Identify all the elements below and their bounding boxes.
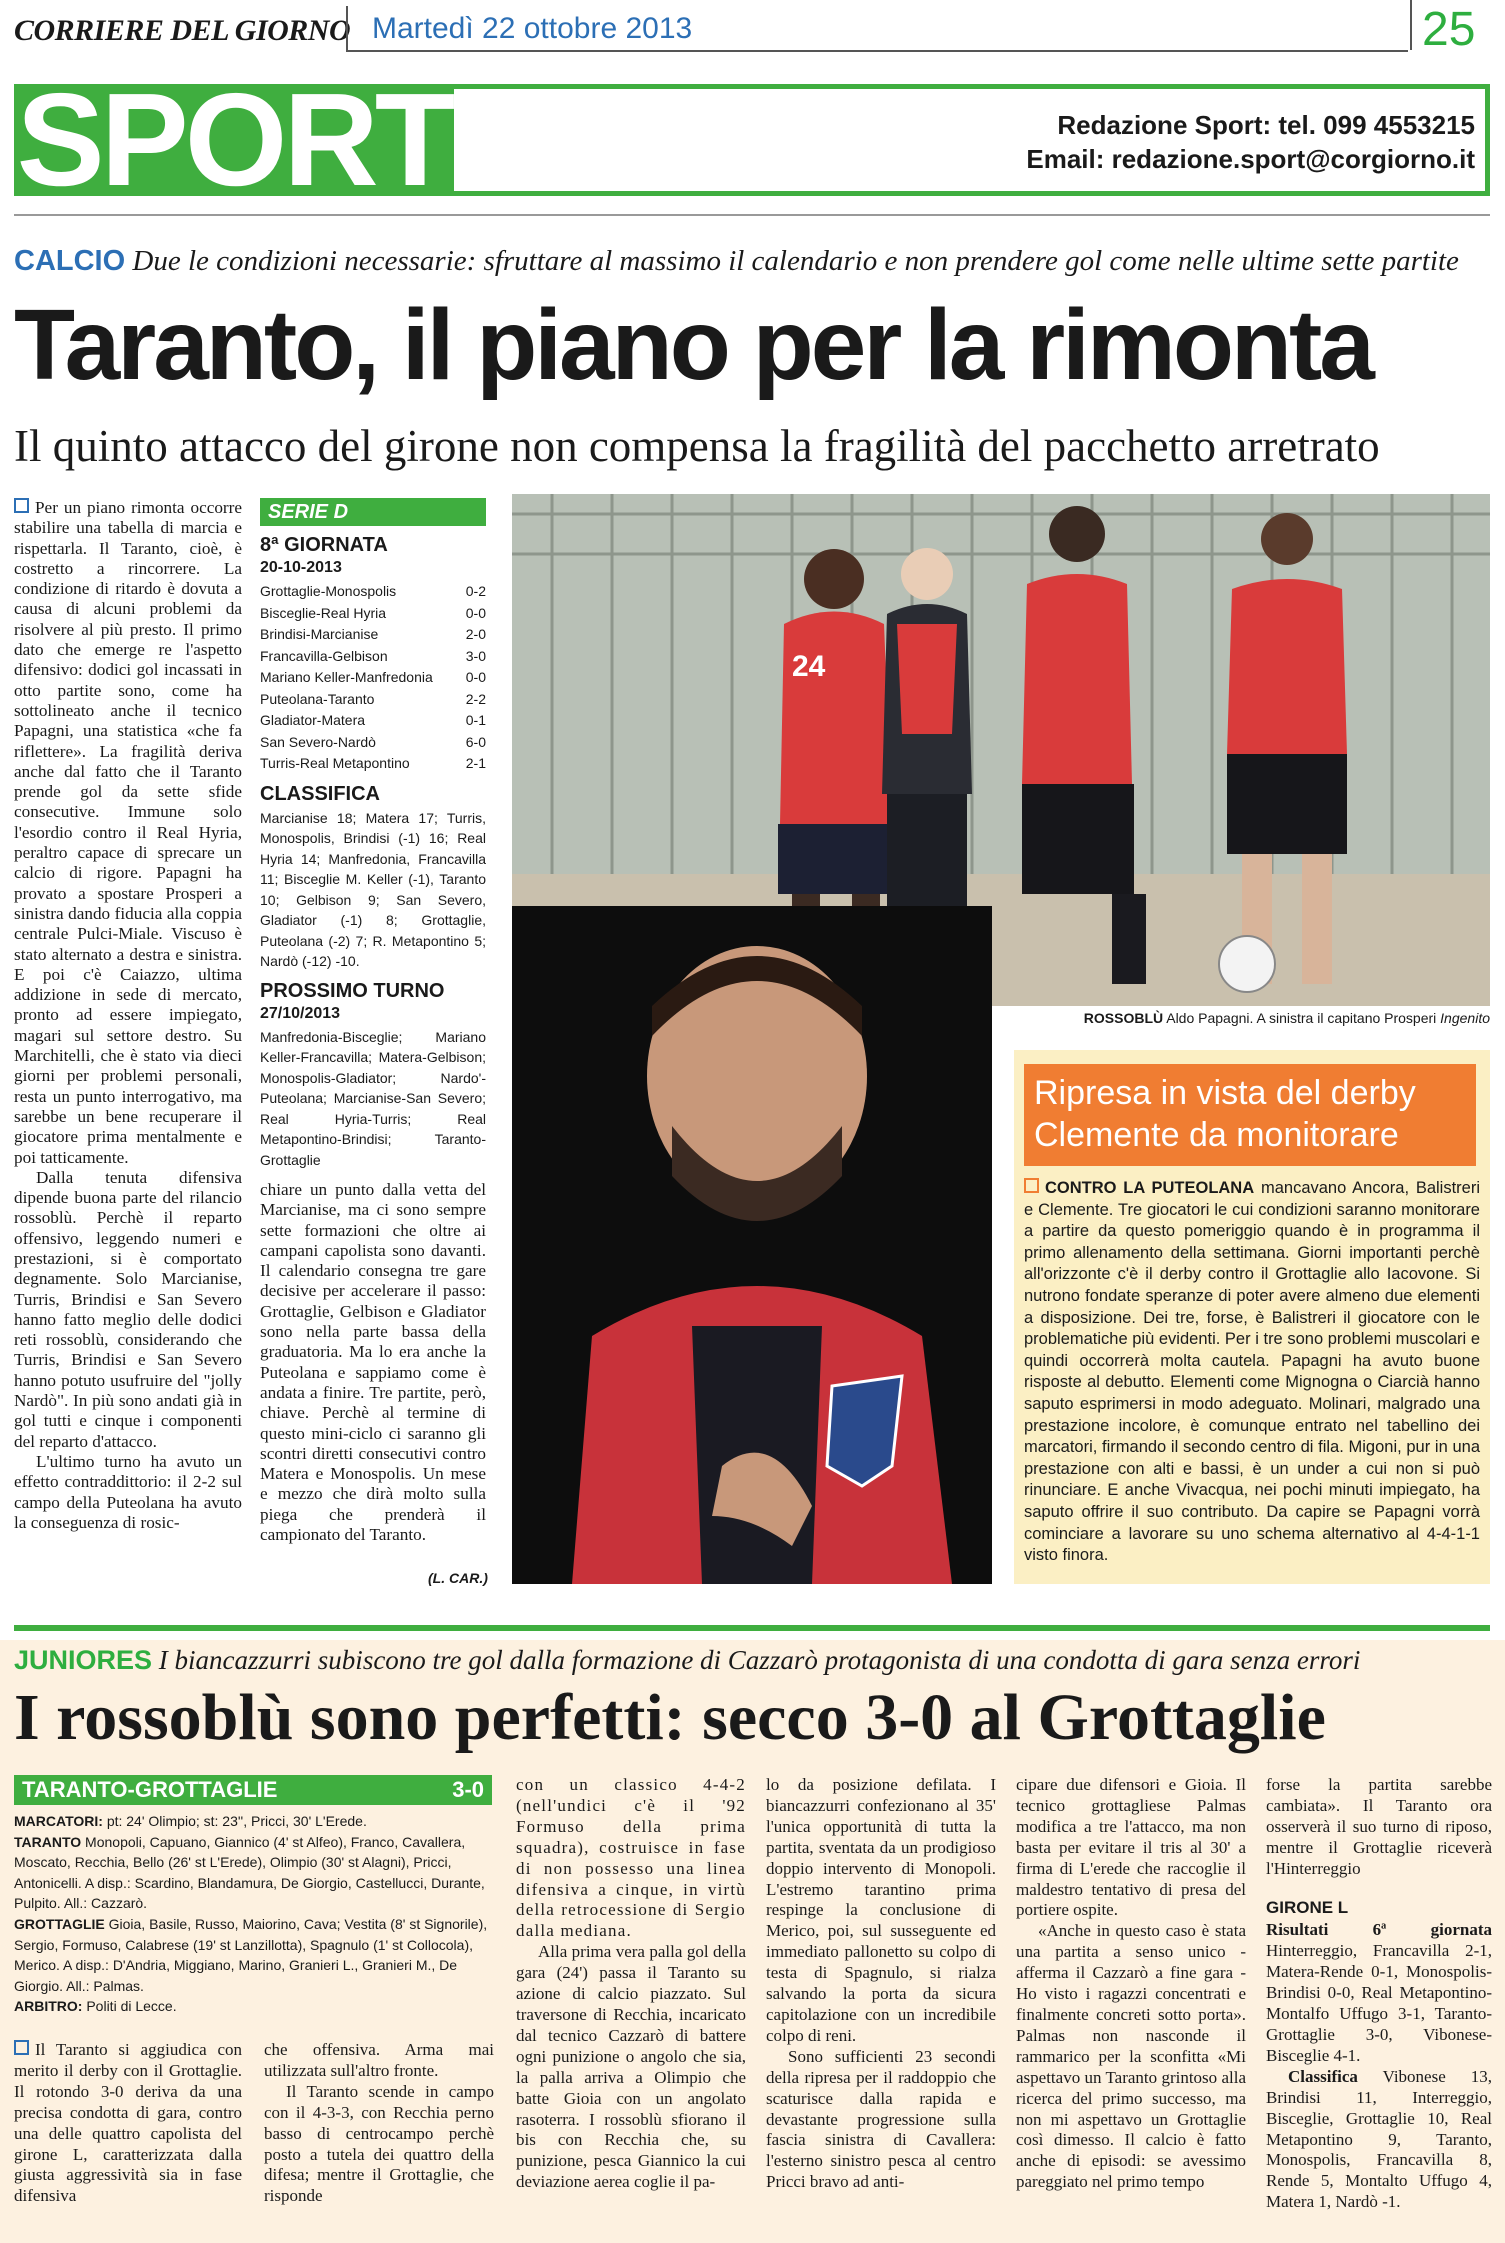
juniores-column-6 [1266,1775,1492,2241]
newspaper-masthead: CORRIERE DEL GIORNO [14,14,351,47]
result-row [260,732,486,754]
article-column-1 [14,498,242,1593]
juniores-kicker-label: JUNIORES [14,1645,153,1675]
juniores-paragraph: Sono sufficienti 23 secondi della ripresa per il raddoppio che scaturisce dalla rapida e devastante progressione sulla fascia sinistra di Cavallera: l'esterno sinistro pesca al centro Pricci bravo ad anti- [766,2046,996,2192]
result-row [260,689,486,711]
photo-caption [1010,1010,1490,1026]
taranto-lineup: Monopoli, Capuano, Giannico (4' st Alfeo), Franco, Cavallera, Moscato, Recchia, Bello (26' st L'Erede), Olimpio (30' st Alagni), Pricci, Antonicelli. A disp.: Scardino, Blandamura, De Giorgio, Castellucci, Durante, Pulpito. All.: Cazzarò. [14,1833,485,1912]
round-title: 8ª GIORNATA [260,534,388,556]
juniores-paragraph: cipare due difensori e Gioia. Il tecnico grottagliese Palmas modifica a tre l'attacco, ma non basta per evitare il tris al 30' a firma di L'erede che raccoglie il maldestro tentativo di presa del portiere ospite. [1016,1775,1246,1920]
juniores-kicker [14,1645,1360,1676]
result-row [260,710,486,732]
result-row [260,667,486,689]
kicker-label: CALCIO [14,245,126,277]
taranto-label: TARANTO [14,1833,82,1850]
standings-label: SERIE D [260,498,486,526]
bullet-icon [14,2040,29,2055]
result-score: 2-1 [465,755,486,771]
photo-credit: Ingenito [1440,1010,1490,1026]
results-table [260,581,486,775]
caption-label: ROSSOBLÙ [1083,1010,1164,1026]
juniores-column-1 [14,2040,242,2240]
kicker-text: Due le condizioni necessarie: sfruttare al massimo il calendario e non prendere gol come nelle ultime sette partite [132,245,1459,277]
result-score: 0-1 [465,712,486,728]
juniores-paragraph: Il Taranto si aggiudica con merito il derby con il Grottaglie. Il rotondo 3-0 deriva da una precisa condotta di gara, contro una delle quattro capolista del girone L, caratterizzata dalla giusta aggressività sia in fase difensiva [14,2040,242,2206]
marcatori: pt: 24' Olimpio; st: 23'', Pricci, 30' L'Erede. [106,1813,367,1829]
risultati-text: Hinterreggio, Francavilla 2-1, Matera-Rende 0-1, Monospolis-Brindisi 0-0, Real Metapontino-Montalfo Uffugo 3-1, Taranto-Grottaglie 3-0, Vibonese-Bisceglie 4-1. [1266,1941,1492,2065]
result-score: 0-0 [465,604,486,621]
page-number-divider [1410,0,1412,50]
result-match: Francavilla-Gelbison [260,647,388,664]
article-headline: Taranto, il piano per la rimonta [14,289,1372,401]
result-match: Brindisi-Marcianise [260,626,379,642]
sidebar-lead: CONTRO LA PUTEOLANA [1045,1179,1255,1197]
next-round-title: PROSSIMO TURNO [260,979,445,1002]
result-score: 0-2 [465,583,486,599]
juniores-column-4 [766,1775,996,2241]
result-score: 2-0 [465,626,486,642]
page-number: 25 [1422,3,1476,56]
header-divider [14,214,1490,216]
result-match: Puteolana-Taranto [260,690,375,707]
match-tabellino [14,1775,492,2017]
bullet-icon [1024,1178,1039,1193]
result-row [260,624,486,646]
arbitro: Politi di Lecce. [86,1998,177,2015]
section-title: SPORT [14,84,454,196]
result-score: 2-2 [465,690,486,707]
classifica-label: Classifica [1288,2066,1358,2086]
article-paragraph: Dalla tenuta difensiva dipende buona parte del rilancio rossoblù. Perchè il reparto offensivo, leggendo numeri e prestazioni, si è comportato degnamente. Solo Marcianise, Turris, Brindisi e San Severo hanno fatto meglio delle dodici reti rossoblù, considerando che Turris, Brindisi e San Severo hanno potuto usufruire del "jolly Nardò". In più sono andati già in gol tutti e cinque i componenti del reparto d'attacco. [14,1167,242,1451]
girone-title: GIRONE L [1266,1897,1349,1917]
match-teams: TARANTO-GROTTAGLIE [22,1777,278,1802]
juniores-paragraph: Alla prima vera palla gol della gara (24') passa il Taranto su azione di calcio piazzato. Sul traversone di Recchia, incaricato dal tecnico Cazzarò di battere ogni punizione o angolo che sia, la palla arriva a Olimpio che batte Gioia con un angolato rasoterra. I rossoblù sfiorano il bis con Recchia che, su punizione, pesca Giannico la cui deviazione aerea coglie il pa- [516,1942,746,2192]
bullet-icon [14,498,29,513]
result-match: Gladiator-Matera [260,712,366,728]
sidebar-body: mancavano Ancora, Balistreri e Clemente. Tre giocatori le cui condizioni saranno monitorare a partire da questo pomeriggio quando è in programma il primo allenamento della settimana. Giorni importanti perchè all'orizzonte c'è il derby contro il Grottaglie allo Iacovone. Si nutrono fondate speranze di poter avere almeno due elementi a disposizione. Dei tre, forse, è Balistreri il giocatore con le problematiche più evidenti. Per i tre sono problemi muscolari e quindi occorrerà molta cautela. Papagni ha avuto buone risposte al debutto. Elementi come Mignogna o Ciarcià hanno saputo esprimersi in modo adeguato. Molinari, malgrado una prestazione incolore, è comunque entrato nel tabellino dei marcatori, firmando il secondo centro di fila. Migoni, pur in una prestazione con alti e bassi, è un under a cui non si può rinunciare. E anche Vivacqua, nei pochi minuti impiegato, ha saputo offrire il suo contributo. Da capire se Papagni vorrà cominciare a lavorare su uno schema alternativo al 4-4-1-1 visto finora. [1024,1179,1481,1565]
result-match: Grottaglie-Monospolis [260,583,397,599]
arbitro-label: ARBITRO: [14,1998,83,2015]
result-score: 3-0 [465,647,486,664]
jersey-number: 24 [792,650,826,683]
article-paragraph: L'ultimo turno ha avuto un effetto contraddittorio: il 2-2 sul campo della Puteolana ha avuto la conseguenza di rosic- [14,1451,242,1532]
juniores-column-3 [516,1775,746,2241]
classifica-text: Vibonese 13, Brindisi 11, Interreggio, Bisceglie, Grottaglie 10, Real Metapontino 9, Taranto, Monospolis, Francavilla 8, Rende 5, Montalto Uffugo 4, Matera 1, Nardò -1. [1266,2066,1492,2212]
article-subhead: Il quinto attacco del girone non compensa la fragilità del pacchetto arretrato [14,421,1380,471]
sidebar-title-line: Ripresa in vista del derby [1034,1074,1416,1112]
juniores-column-2 [264,2040,494,2240]
risultati-label: Risultati 6ª giornata [1266,1920,1492,1940]
tabellino-text [14,1811,492,2017]
juniores-paragraph: con un classico 4-4-2 (nell'undici c'è il '92 Formuso della prima squadra), costruisce in fase di non possesso una linea difensiva a cinque, in virtù della retrocessione di Sergio dalla mediana. [516,1775,746,1941]
article-column-2 [260,1180,486,1580]
juniores-headline: I rossoblù sono perfetti: secco 3-0 al Grottaglie [14,1681,1326,1754]
next-round-text: Manfredonia-Bisceglie; Mariano Keller-Francavilla; Matera-Gelbison; Monospolis-Gladiator; Nardo'-Puteolana; Marcianise-San Severo; Real Hyria-Turris; Real Metapontino-Brindisi; Taranto-Grottaglie [260,1028,486,1168]
juniores-paragraph: «Anche in questo caso è stata una partita a senso unico - afferma il Cazzarò a fine gara - Ho visto i ragazzi concentrati e finalmente concreti sotto porta». Palmas non nasconde il rammarico per la sconfitta «Mi aspettavo un Taranto grintoso alla ricerca del primo successo, ma non mi aspettavo un Grottaglie così dimesso. Il calcio è fatto anche di episodi: se avessimo pareggiato nel primo tempo [1016,1921,1246,2192]
contact-email: Email: redazione.sport@corgiorno.it [1026,144,1475,174]
article-byline: (L. CAR.) [428,1570,488,1586]
sidebar-title [1024,1064,1476,1166]
result-row [260,581,486,603]
table-title: CLASSIFICA [260,782,380,805]
round-date: 20-10-2013 [260,559,342,576]
grottaglie-label: GROTTAGLIE [14,1915,105,1932]
juniores-kicker-text: I biancazzurri subiscono tre gol dalla formazione di Cazzarò protagonista di una condotta di gara senza errori [158,1645,1361,1675]
section-divider [14,1625,1490,1631]
date-line: Martedì 22 ottobre 2013 [372,12,693,45]
standings-box [260,498,486,1186]
result-score: 0-0 [465,669,486,685]
juniores-column-5 [1016,1775,1246,2241]
juniores-paragraph: forse la partita sarebbe cambiata». Il Taranto ora osserverà il suo turno di riposo, mentre il Grottaglie riceverà l'Hinterreggio [1266,1775,1492,1878]
result-score: 6-0 [465,733,486,750]
table-text: Marcianise 18; Matera 17; Turris, Monospolis, Brindisi (-1) 16; Real Hyria 14; Manfredonia, Francavilla 11; Bisceglie M. Keller (-1), Taranto 10; Gelbison 9; San Severo, Gladiator (-1) 8; Grottaglie, Puteolana (-2) 7; R. Metapontino 5; Nardò (-12) -10. [260,809,486,969]
result-match: Mariano Keller-Manfredonia [260,669,433,685]
caption-text: Aldo Papagni. A sinistra il capitano Prosperi [1166,1010,1437,1026]
next-round-date: 27/10/2013 [260,1004,341,1022]
juniores-paragraph: Il Taranto scende in campo con il 4-3-3, con Recchia perno basso di centrocampo perchè posto a tutela dei quattro della difesa; mentre il Grottaglie, che risponde [264,2081,494,2206]
grottaglie-lineup: Gioia, Basile, Russo, Maiorino, Cava; Vestita (8' st Signorile), Sergio, Formuso, Calabrese (19' st Lanzillotta), Spagnulo (1' st Collocola), Merico. A disp.: D'Andria, Miggiano, Marino, Granieri L., Granieri M., De Giorgio. All.: Palmas. [14,1915,488,1994]
match-bar [14,1775,492,1805]
juniores-paragraph: che offensiva. Arma mai utilizzata sull'altro fronte. [264,2040,494,2080]
article-paragraph: chiare un punto dalla vetta del Marcianise, ma ci sono sempre sette formazioni che oltre ai campani capolista sono davanti. Il calendario consegna tre gare decisive per accelerare il passo: Grottaglie, Gelbison e Gladiator sono nella parte bassa della graduatoria. Ma lo era anche la Puteolana e sappiamo come è andata a finire. Tre partite, però, chiave. Perchè al termine di questo mini-ciclo ci saranno gli scontri diretti consecutivi contro Matera e Monospolis. Un mese e mezzo che dirà molto sulla piega che prenderà il campionato del Taranto. [260,1180,486,1545]
result-match: San Severo-Nardò [260,733,376,750]
result-row [260,753,486,775]
result-match: Bisceglie-Real Hyria [260,604,387,621]
marcatori-label: MARCATORI: [14,1813,103,1829]
match-score: 3-0 [452,1777,484,1802]
result-row [260,603,486,625]
article-paragraph: Per un piano rimonta occorre stabilire una tabella di marcia e rispettarla. Il Taranto, cioè, è costretto a rincorrere. La condizione di ritardo è dovuta a causa di alcuni problemi da risolvere al più presto. Il primo dato che emerge re l'aspetto difensivo: dodici gol incassati in otto partite sono, come ha sottolineato anche il tecnico Papagni, una statistica «che fa riflettere». La fragilità deriva anche dal fatto che il Taranto prende gol da sette sfide consecutive. Immune solo l'esordio contro il Real Hyria, peraltro capace di sprecare un calcio di rigore. Papagni ha provato a spostare Prosperi a sinistra dando fiducia alla coppia centrale Pulci-Miale. Viscuso è stato alternato a destra e sinistra. E poi c'è Caiazzo, ultima addizione in sede di mercato, pronto ad essere impiegato, magari sul settore destro. Su Marchitelli, che è stato via dieci giorni per problemi personali, resta un punto interrogativo, ma sarebbe un bene recuperare il giocatore prima mentalmente e poi tatticamente. [14,498,242,1167]
sidebar-title-line: Clemente da monitorare [1034,1116,1399,1154]
contact-phone: Redazione Sport: tel. 099 4553215 [1057,110,1475,140]
editorial-contacts [1026,108,1475,176]
result-row [260,646,486,668]
juniores-paragraph: lo da posizione defilata. I biancazzurri confezionano al 35' l'unica opportunità di tutta la partita, sventata da un prodigioso doppio intervento di Monopoli. L'estremo tarantino prima respinge la conclusione di Merico, poi, sul susseguente ed immediato pallonetto su colpo di testa di Spagnulo, si rialza salvando la porta da sicura capitolazione con un incredibile colpo di reni. [766,1775,996,2045]
article-kicker [14,245,1459,278]
sidebar-text [1024,1178,1480,1567]
player-portrait-photo [512,906,992,1584]
result-match: Turris-Real Metapontino [260,755,410,771]
